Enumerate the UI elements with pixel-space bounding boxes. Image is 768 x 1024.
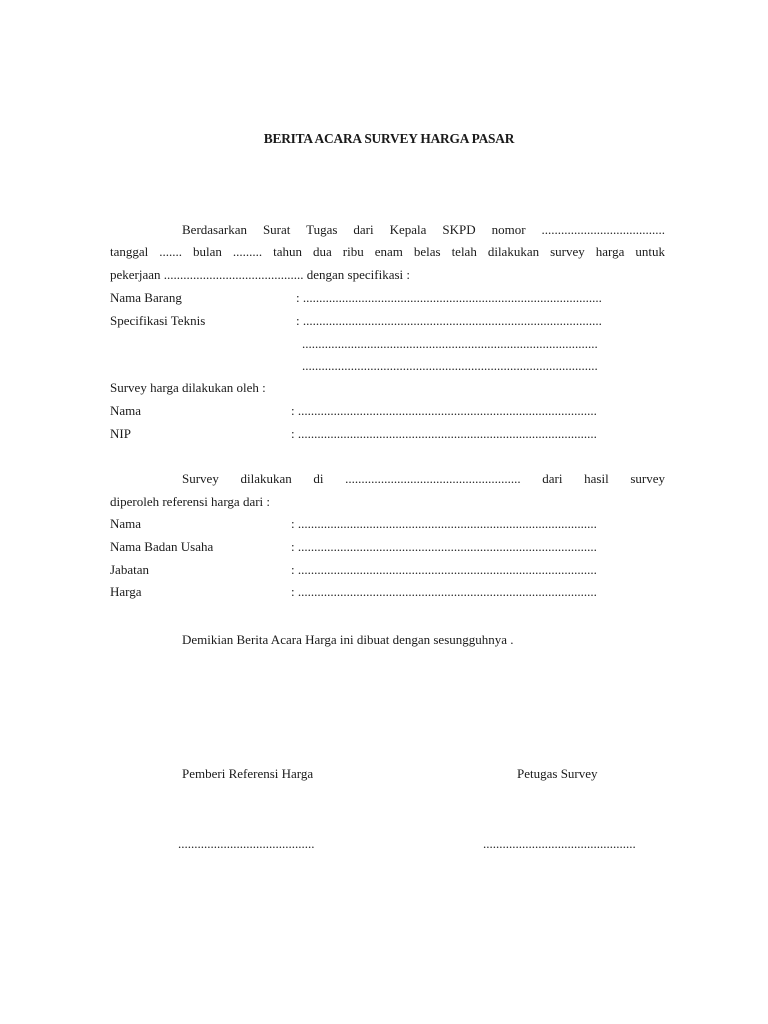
field-value-nama: : ............................................................................................ bbox=[291, 403, 597, 418]
location-line-2: diperoleh referensi harga dari : bbox=[110, 494, 271, 509]
surveyor-heading: Survey harga dilakukan oleh : bbox=[110, 380, 266, 395]
field-label-nama: Nama bbox=[110, 403, 142, 418]
signature-title-right: Petugas Survey bbox=[517, 766, 598, 781]
document-title: BERITA ACARA SURVEY HARGA PASAR bbox=[263, 131, 515, 146]
field-value-jabatan: : ............................................................................................ bbox=[291, 562, 597, 577]
location-line-1: Survey dilakukan di ...................................................... dari hasil survey bbox=[182, 471, 665, 486]
intro-line-3: pekerjaan ........................................... dengan specifikasi : bbox=[110, 267, 411, 282]
intro-line-1: Berdasarkan Surat Tugas dari Kepala SKPD nomor ...................................... bbox=[182, 222, 665, 237]
field-value-nip: : ............................................................................................ bbox=[291, 426, 597, 441]
field-label-jabatan: Jabatan bbox=[110, 562, 149, 577]
field-value-nama: : ............................................................................................ bbox=[291, 516, 597, 531]
closing-statement: Demikian Berita Acara Harga ini dibuat dengan sesungguhnya . bbox=[182, 632, 514, 647]
spec-continuation-line: ........................................................................................... bbox=[302, 358, 598, 373]
signature-line-left: .......................................... bbox=[178, 836, 315, 851]
intro-line-2: tanggal ....... bulan ......... tahun dua ribu enam belas telah dilakukan survey harga untuk bbox=[110, 244, 665, 259]
field-label-nama-barang: Nama Barang bbox=[110, 290, 182, 305]
field-label-nip: NIP bbox=[110, 426, 131, 441]
field-label-harga: Harga bbox=[110, 584, 142, 599]
field-label-nama: Nama bbox=[110, 516, 142, 531]
signature-title-left: Pemberi Referensi Harga bbox=[182, 766, 314, 781]
spec-continuation-line: ........................................................................................... bbox=[302, 336, 598, 351]
field-label-specifikasi-teknis: Specifikasi Teknis bbox=[110, 313, 206, 328]
field-label-nama-badan-usaha: Nama Badan Usaha bbox=[110, 539, 214, 554]
signature-line-right: ............................................... bbox=[483, 836, 636, 851]
field-value-nama-badan-usaha: : ............................................................................................ bbox=[291, 539, 597, 554]
field-value-harga: : ............................................................................................ bbox=[291, 584, 597, 599]
field-value-nama-barang: : ............................................................................................ bbox=[296, 290, 602, 305]
field-value-specifikasi-teknis: : ............................................................................................ bbox=[296, 313, 602, 328]
